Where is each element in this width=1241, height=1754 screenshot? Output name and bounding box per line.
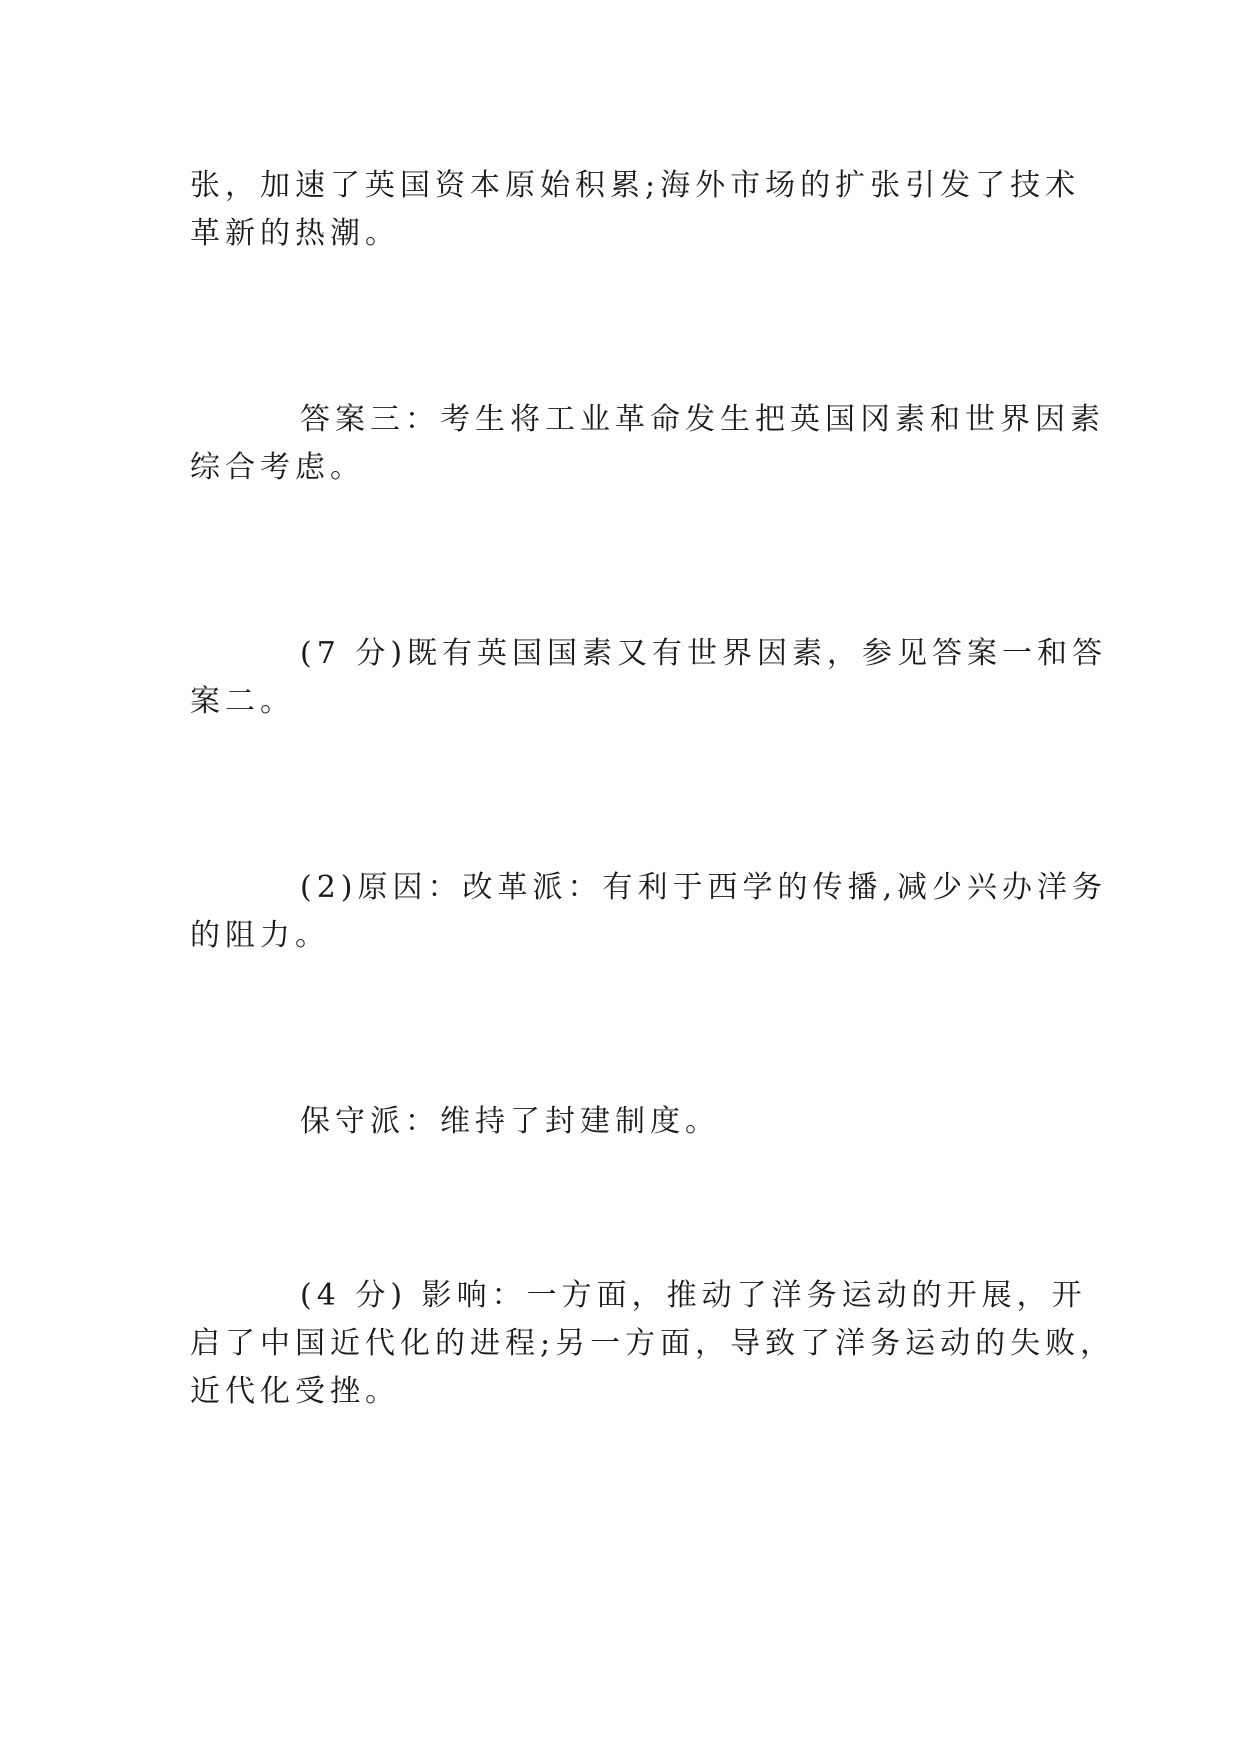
text-line: 案二。 xyxy=(190,684,295,719)
paragraph-reason xyxy=(190,864,1108,960)
paragraph-answer-three xyxy=(190,396,1105,492)
text-line: (2)原因：改革派：有利于西学的传播,减少兴办洋务 xyxy=(300,870,1108,905)
paragraph-conservatives xyxy=(190,1098,1050,1146)
text-line: (7 分)既有英国国素又有世界因素，参见答案一和答 xyxy=(300,636,1108,671)
text-line: (4 分) 影响：一方面，推动了洋务运动的开展，开 xyxy=(300,1278,1087,1313)
text-line: 张，加速了英国资本原始积累;海外市场的扩张引发了技术 xyxy=(190,168,1081,203)
text-line: 答案三：考生将工业革命发生把英国冈素和世界因素 xyxy=(300,402,1105,437)
paragraph-continuation xyxy=(190,162,1081,258)
paragraph-seven-points xyxy=(190,630,1108,726)
text-line: 启了中国近代化的进程;另一方面，导致了洋务运动的失败， xyxy=(190,1326,1116,1361)
text-line: 革新的热潮。 xyxy=(190,216,400,251)
paragraph-impact xyxy=(190,1272,1116,1416)
text-line: 近代化受挫。 xyxy=(190,1374,400,1409)
text-line: 的阻力。 xyxy=(190,918,330,953)
text-line: 保守派：维持了封建制度。 xyxy=(300,1104,720,1139)
text-line: 综合考虑。 xyxy=(190,450,365,485)
